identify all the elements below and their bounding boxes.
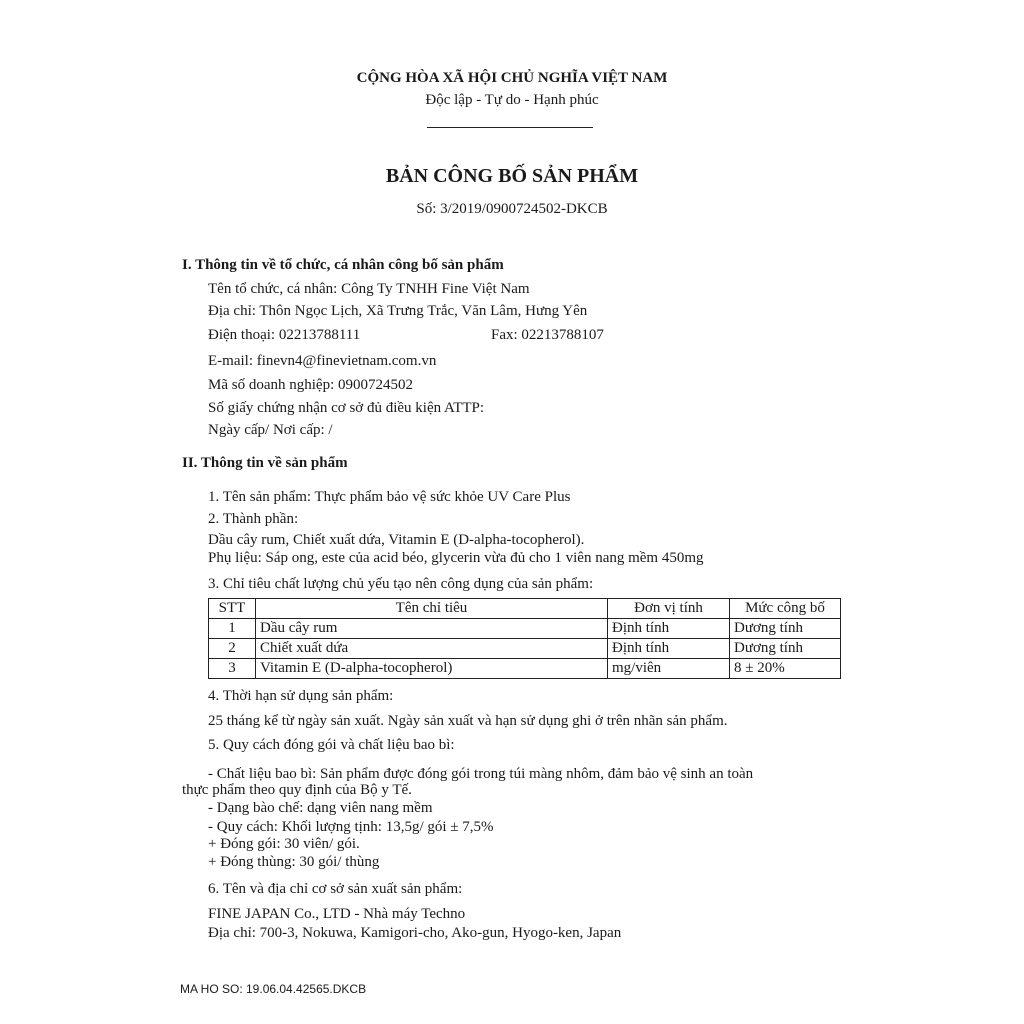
table-header-cell: Mức công bố xyxy=(730,599,841,619)
org-email: E-mail: finevn4@finevietnam.com.vn xyxy=(208,353,437,369)
table-cell: 3 xyxy=(209,659,256,679)
table-cell: Chiết xuất dứa xyxy=(256,639,608,659)
business-code: Mã số doanh nghiệp: 0900724502 xyxy=(208,377,413,393)
section1-heading: I. Thông tin về tổ chức, cá nhân công bố sản phẩm xyxy=(182,257,504,273)
table-cell: mg/viên xyxy=(608,659,730,679)
table-cell: Dương tính xyxy=(730,639,841,659)
manufacturer-label: 6. Tên và địa chỉ cơ sở sản xuất sản phẩm: xyxy=(208,881,463,897)
org-name: Tên tổ chức, cá nhân: Công Ty TNHH Fine Việt Nam xyxy=(208,281,530,297)
product-name: 1. Tên sản phẩm: Thực phẩm bảo vệ sức khỏe UV Care Plus xyxy=(208,489,571,505)
table-row xyxy=(209,659,841,679)
table-cell: Định tính xyxy=(608,619,730,639)
ingredients: Dầu cây rum, Chiết xuất dứa, Vitamin E (D-alpha-tocopherol). xyxy=(208,532,585,548)
shelf-life: 25 tháng kể từ ngày sản xuất. Ngày sản xuất và hạn sử dụng ghi ở trên nhãn sản phẩm. xyxy=(208,713,728,729)
org-fax: Fax: 02213788107 xyxy=(491,327,604,343)
table-header-cell: STT xyxy=(209,599,256,619)
table-cell: 2 xyxy=(209,639,256,659)
motto: Độc lập - Tự do - Hạnh phúc xyxy=(425,92,599,108)
table-header-cell: Đơn vị tính xyxy=(608,599,730,619)
excipients: Phụ liệu: Sáp ong, este của acid béo, glycerin vừa đủ cho 1 viên nang mềm 450mg xyxy=(208,550,704,566)
packaging-material-cont: thực phẩm theo quy định của Bộ y Tế. xyxy=(182,782,412,798)
table-cell: Dầu cây rum xyxy=(256,619,608,639)
food-safety-certificate: Số giấy chứng nhận cơ sở đủ điều kiện ATTP: xyxy=(208,400,485,416)
table-cell: Định tính xyxy=(608,639,730,659)
section2-heading: II. Thông tin về sản phẩm xyxy=(182,455,348,471)
record-code: MA HO SO: 19.06.04.42565.DKCB xyxy=(180,982,367,996)
table-row xyxy=(209,619,841,639)
pack-count: + Đóng gói: 30 viên/ gói. xyxy=(208,836,360,852)
table-cell: 1 xyxy=(209,619,256,639)
document-title: BẢN CÔNG BỐ SẢN PHẨM xyxy=(385,165,639,187)
table-cell: 8 ± 20% xyxy=(730,659,841,679)
nation-heading: CỘNG HÒA XÃ HỘI CHỦ NGHĨA VIỆT NAM xyxy=(356,70,668,86)
table-header-row xyxy=(209,599,841,619)
dosage-form: - Dạng bào chế: dạng viên nang mềm xyxy=(208,800,433,816)
table-row xyxy=(209,639,841,659)
manufacturer-address: Địa chỉ: 700-3, Nokuwa, Kamigori-cho, Ako-gun, Hyogo-ken, Japan xyxy=(208,925,622,941)
document-number: Số: 3/2019/0900724502-DKCB xyxy=(416,201,608,217)
ingredients-label: 2. Thành phần: xyxy=(208,511,299,527)
quality-label: 3. Chỉ tiêu chất lượng chủ yếu tạo nên công dụng của sản phẩm: xyxy=(208,576,594,592)
shelf-life-label: 4. Thời hạn sử dụng sản phẩm: xyxy=(208,688,394,704)
table-header-cell: Tên chỉ tiêu xyxy=(256,599,608,619)
certificate-issued: Ngày cấp/ Nơi cấp: / xyxy=(208,422,333,438)
carton-count: + Đóng thùng: 30 gói/ thùng xyxy=(208,854,380,870)
quality-table xyxy=(208,598,841,679)
table-cell: Dương tính xyxy=(730,619,841,639)
org-phone: Điện thoại: 02213788111 xyxy=(208,327,361,343)
header-divider xyxy=(427,127,593,128)
manufacturer-name: FINE JAPAN Co., LTD - Nhà máy Techno xyxy=(208,906,466,922)
packaging-label: 5. Quy cách đóng gói và chất liệu bao bì: xyxy=(208,737,455,753)
net-weight: - Quy cách: Khối lượng tịnh: 13,5g/ gói ± 7,5% xyxy=(208,819,494,835)
table-cell: Vitamin E (D-alpha-tocopherol) xyxy=(256,659,608,679)
packaging-material: - Chất liệu bao bì: Sản phẩm được đóng gói trong túi màng nhôm, đảm bảo vệ sinh an toàn xyxy=(208,766,754,782)
org-address: Địa chỉ: Thôn Ngọc Lịch, Xã Trưng Trắc, Văn Lâm, Hưng Yên xyxy=(208,303,588,319)
